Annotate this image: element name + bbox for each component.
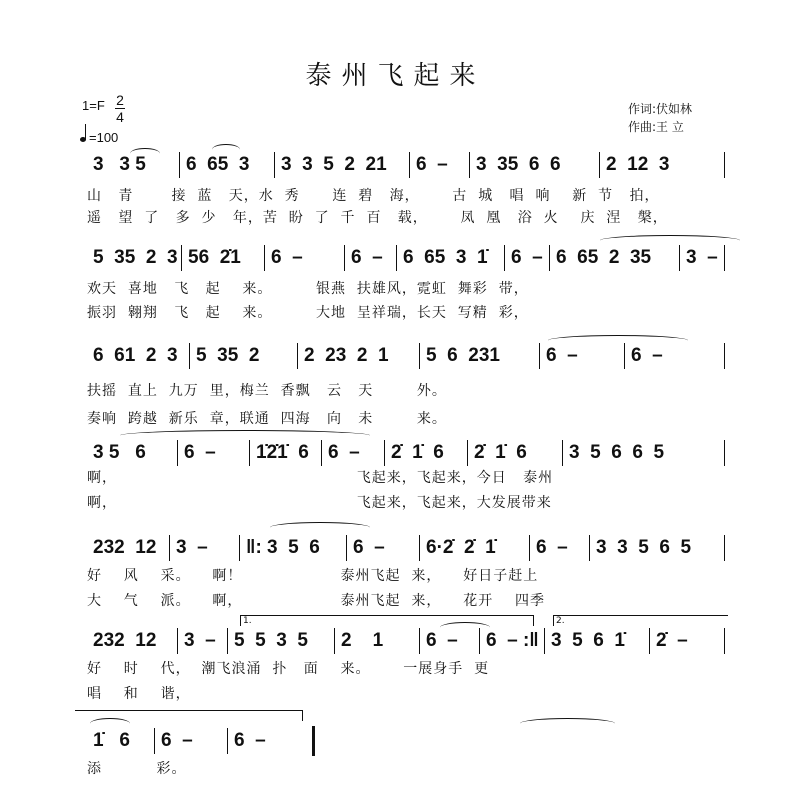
lyricist: 作词:伏如林 — [628, 102, 693, 116]
measure: 232 12 — [87, 628, 178, 654]
measure: 2 1 — [335, 628, 420, 654]
measure: 3 35 6 6 — [470, 152, 600, 178]
measure: 6 – — [420, 628, 480, 654]
time-signature-top: 2 — [116, 92, 124, 108]
slur-mark — [212, 144, 240, 155]
notation-system — [87, 728, 310, 754]
final-barline — [312, 726, 315, 756]
measure: 6 – — [265, 245, 345, 271]
slur-mark — [90, 718, 130, 729]
notation-system — [87, 245, 725, 271]
notation-system — [87, 343, 725, 369]
measure: ‖: 3 5 6 — [240, 535, 347, 561]
measure: 6 – — [178, 440, 250, 466]
volta-bracket-2: 2. — [553, 615, 728, 626]
notation-system — [87, 535, 725, 561]
measure: 5 35 2 3 — [87, 245, 182, 271]
measure: 3 5 6 6 5 — [563, 440, 725, 466]
time-signature — [115, 92, 125, 125]
measure: 6 – — [347, 535, 420, 561]
slur-mark — [130, 148, 160, 159]
notation-system — [87, 152, 725, 178]
lyric-line: 好 风 采。 啊！ 泰州飞起 来， 好日子赶上 — [87, 568, 539, 584]
composer: 作曲:王 立 — [628, 120, 684, 134]
measure: 6 – — [530, 535, 590, 561]
lyric-line: 唱 和 谐， — [87, 686, 191, 702]
notation-system — [87, 628, 725, 654]
measure: 6 – — [155, 728, 228, 754]
measure: 6 – — [322, 440, 385, 466]
slur-mark — [520, 718, 615, 729]
tempo-marking — [80, 130, 118, 145]
slur-mark — [440, 622, 490, 633]
measure: 6 65 2 35 — [550, 245, 680, 271]
measure: 3 5 6 — [87, 440, 178, 466]
time-signature-bottom: 4 — [116, 109, 124, 125]
measure: 5 35 2 — [190, 343, 298, 369]
lyric-line: 山 青 接 蓝 天，水 秀 连 碧 海， 古 城 唱 响 新 节 拍， — [87, 188, 660, 204]
measure: 2̇ 1̇ 6 — [468, 440, 563, 466]
key-signature: 1=F — [82, 98, 105, 113]
quarter-note-icon — [80, 137, 86, 142]
slur-mark — [270, 522, 370, 533]
measure: 6 – — [505, 245, 550, 271]
measure: 6 – — [234, 730, 266, 751]
measure: 3 3 5 — [87, 152, 180, 178]
measure: 1̇ 6 — [87, 728, 155, 754]
measure: 6 – — [345, 245, 397, 271]
lyric-line: 啊， 飞起来，飞起来，今日 泰州 — [87, 470, 554, 486]
measure: 56 2̇1 — [182, 245, 265, 271]
volta-bracket-1: 1. — [240, 615, 534, 626]
notation-system — [87, 440, 725, 466]
measure: 5 5 3 5 — [228, 628, 335, 654]
lyric-line: 遥 望 了 多 少 年，苦 盼 了 千 百 载， 凤 凰 浴 火 庆 涅 槃， — [87, 210, 668, 226]
measure: 6 61 2 3 — [87, 343, 190, 369]
measure: 6·2̇ 2̇ 1̇ — [420, 535, 530, 561]
measure: 2̇ – — [650, 628, 725, 654]
measure: 6 65 3 — [180, 152, 275, 178]
measure: 3 3 5 6 5 — [590, 535, 725, 561]
lyric-line: 添 彩。 — [87, 761, 187, 777]
lyric-line: 振羽 翱翔 飞 起 来。 大地 呈祥瑞，长天 写精 彩， — [87, 305, 529, 321]
lyric-line: 好 时 代， 潮飞浪涌 扑 面 来。 一展身手 更 — [87, 661, 490, 677]
measure: 6 – — [625, 343, 725, 369]
lyric-line: 啊， 飞起来，飞起来，大发展带来 — [87, 495, 552, 511]
measure: 3 5 6 1̇ — [545, 628, 650, 654]
lyric-line: 大 气 派。 啊， 泰州飞起 来， 花开 四季 — [87, 593, 546, 609]
song-title: 泰州飞起来 — [305, 61, 486, 91]
measure: 2 12 3 — [600, 152, 725, 178]
measure: 1̇2̇1̇ 6 — [250, 440, 322, 466]
measure: 6 – — [540, 343, 625, 369]
measure: 6 – — [410, 152, 470, 178]
measure: 3 3 5 2 21 — [275, 152, 410, 178]
slur-mark — [120, 430, 370, 441]
lyric-line: 奏响 跨越 新乐 章，联通 四海 向 未 来。 — [87, 411, 447, 427]
measure: 5 6 231 — [420, 343, 540, 369]
slur-mark — [600, 235, 740, 246]
measure: 6 65 3 1̇ — [397, 245, 505, 271]
measure: 3 – — [170, 535, 240, 561]
slur-mark — [548, 335, 688, 346]
tempo-value: =100 — [89, 130, 119, 145]
measure: 232 12 — [87, 535, 170, 561]
measure: 2̇ 1̇ 6 — [385, 440, 468, 466]
measure: 2 23 2 1 — [298, 343, 420, 369]
measure: 3 – — [680, 245, 725, 271]
measure: 6 – :‖ — [480, 628, 545, 654]
measure: 3 – — [178, 628, 228, 654]
lyric-line: 扶摇 直上 九万 里，梅兰 香飘 云 天 外。 — [87, 383, 447, 399]
credits — [628, 100, 692, 136]
lyric-line: 欢天 喜地 飞 起 来。 银燕 扶雄风，霓虹 舞彩 带， — [87, 281, 529, 297]
